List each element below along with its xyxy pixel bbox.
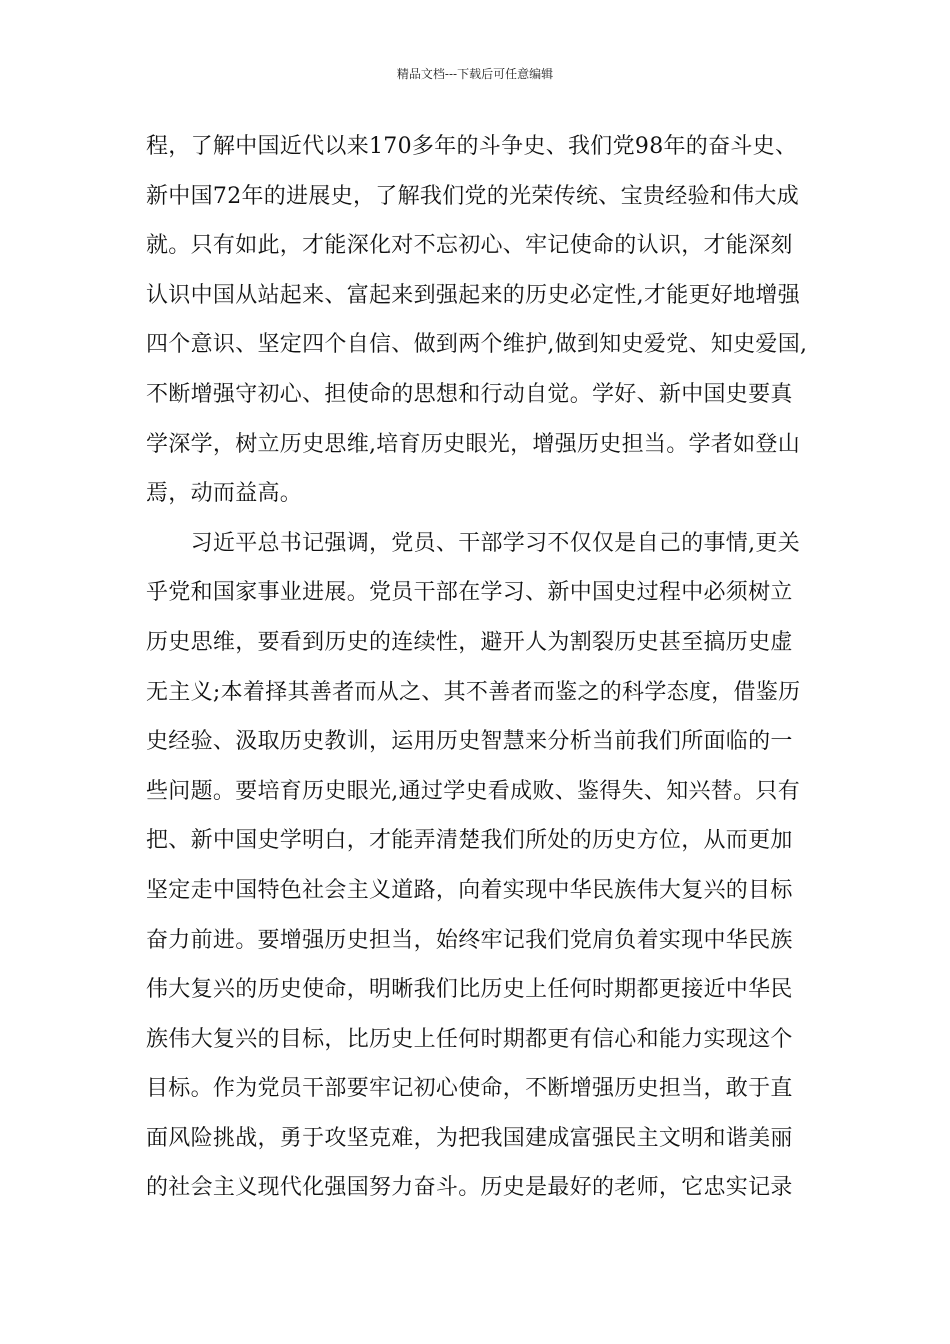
text-line: 族伟大复兴的目标，比历史上任何时期都更有信心和能力实现这个 <box>146 1026 793 1052</box>
text-line: 奋力前进。要增强历史担当，始终牢记我们党肩负着实现中华民族 <box>146 927 793 953</box>
text-line: 就。只有如此，才能深化对不忘初心、牢记使命的认识，才能深刻 <box>146 233 793 259</box>
text-line: 无主义;本着择其善者而从之、其不善者而鉴之的科学态度，借鉴历 <box>146 679 801 705</box>
text-line: 目标。作为党员干部要牢记初心使命，不断增强历史担当，敢于直 <box>146 1076 793 1102</box>
text-line: 伟大复兴的历史使命，明晰我们比历史上任何时期都更接近中华民 <box>146 977 793 1003</box>
text-line: 把、新中国史学明白，才能弄清楚我们所处的历史方位，从而更加 <box>146 828 793 854</box>
text-line: 历史思维，要看到历史的连续性，避开人为割裂历史甚至搞历史虚 <box>146 629 793 655</box>
text-line: 新中国72年的进展史，了解我们党的光荣传统、宝贵经验和伟大成 <box>146 183 799 209</box>
text-line: 四个意识、坚定四个自信、做到两个维护,做到知史爱党、知史爱国, <box>146 332 808 358</box>
text-line: 史经验、汲取历史教训，运用历史智慧来分析当前我们所面临的一 <box>146 729 793 755</box>
text-line: 学深学，树立历史思维,培育历史眼光，增强历史担当。学者如登山 <box>146 431 800 457</box>
text-line: 习近平总书记强调，党员、干部学习不仅仅是自己的事情,更关 <box>146 530 800 556</box>
text-line: 焉，动而益高。 <box>146 481 303 507</box>
text-line: 乎党和国家事业进展。党员干部在学习、新中国史过程中必须树立 <box>146 580 793 606</box>
text-line: 的社会主义现代化强国努力奋斗。历史是最好的老师，它忠实记录 <box>146 1175 793 1201</box>
text-line: 认识中国从站起来、富起来到强起来的历史必定性,才能更好地增强 <box>146 282 800 308</box>
text-line: 坚定走中国特色社会主义道路，向着实现中华民族伟大复兴的目标 <box>146 877 793 903</box>
text-line: 程，了解中国近代以来170多年的斗争史、我们党98年的奋斗史、 <box>146 134 798 159</box>
page-header: 精品文档---下载后可任意编辑 <box>396 67 554 81</box>
text-line: 面风险挑战，勇于攻坚克难，为把我国建成富强民主文明和谐美丽 <box>146 1125 793 1151</box>
document-body <box>146 132 814 1223</box>
text-line: 些问题。要培育历史眼光,通过学史看成败、鉴得失、知兴替。只有 <box>146 778 800 804</box>
text-line: 不断增强守初心、担使命的思想和行动自觉。学好、新中国史要真 <box>146 381 793 407</box>
